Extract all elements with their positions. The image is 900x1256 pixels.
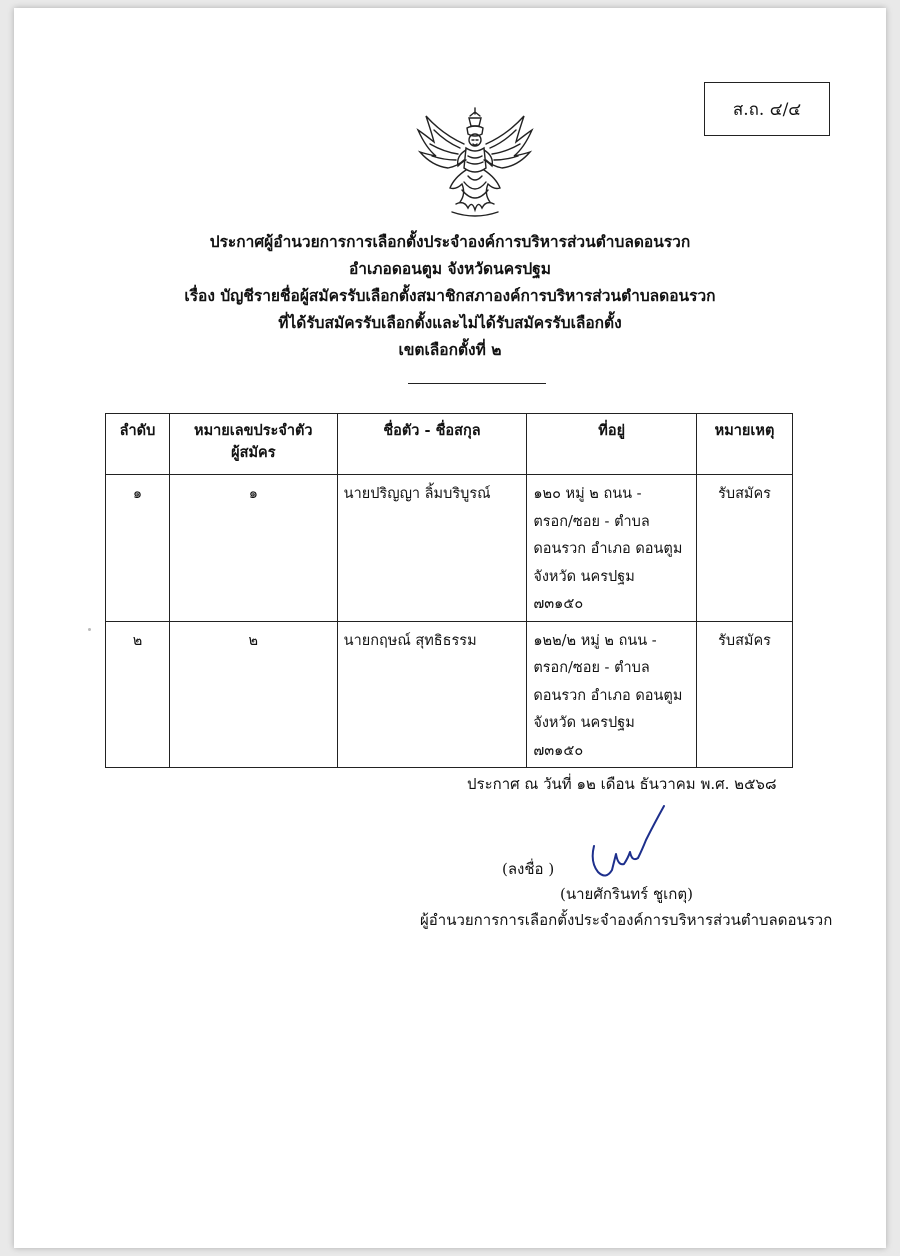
table-header-row [106,414,793,475]
cell-order: ๑ [106,475,170,622]
cell-order: ๒ [106,621,170,768]
header-address: ที่อยู่ [527,414,697,475]
garuda-emblem-icon [412,104,538,222]
announcement-heading [0,228,900,363]
form-code: ส.ถ. ๔/๔ [732,99,802,120]
heading-line-5: เขตเลือกตั้งที่ ๒ [398,340,502,359]
cell-number: ๒ [169,621,337,768]
form-code-box [704,82,830,136]
announcement-date: ประกาศ ณ วันที่ ๑๒ เดือน ธันวาคม พ.ศ. ๒๕๖๘ [467,775,777,793]
header-number [169,414,337,475]
sign-label: (ลงชื่อ ) [502,860,555,878]
heading-line-1: ประกาศผู้อำนวยการการเลือกตั้งประจำองค์การบริหารส่วนตำบลดอนรวก [209,232,691,251]
handwritten-signature [580,800,670,880]
header-name: ชื่อตัว - ชื่อสกุล [337,414,527,475]
address-line: ๑๒๐ หมู่ ๒ ถนน - [533,486,642,502]
cell-remark: รับสมัคร [697,621,793,768]
heading-line-4: ที่ได้รับสมัครรับเลือกตั้งและไม่ได้รับสมัครรับเลือกตั้ง [278,313,622,332]
header-remark: หมายเหตุ [697,414,793,475]
address-line: ตรอก/ซอย - ตำบล [533,513,650,530]
heading-line-2: อำเภอดอนตูม จังหวัดนครปฐม [348,259,552,278]
signer-title: ผู้อำนวยการการเลือกตั้งประจำองค์การบริหารส่วนตำบลดอนรวก [420,911,833,929]
heading-line-3: เรื่อง บัญชีรายชื่อผู้สมัครรับเลือกตั้งสมาชิกสภาองค์การบริหารส่วนตำบลดอนรวก [184,286,716,305]
cell-remark: รับสมัคร [697,475,793,622]
cell-name: นายกฤษณ์ สุทธิธรรม [337,621,527,768]
table-row [106,475,793,622]
page-speck [88,628,91,631]
cell-address [527,621,697,768]
cell-number: ๑ [169,475,337,622]
heading-divider [408,383,546,384]
address-line: ๑๒๒/๒ หมู่ ๒ ถนน - [533,632,657,649]
address-line: ๗๓๑๕๐ [533,742,584,759]
header-number-line-1: หมายเลขประจำตัว [194,422,313,439]
address-line: จังหวัด นครปฐม [533,715,635,731]
cell-address [527,475,697,622]
address-line: จังหวัด นครปฐม [533,568,635,585]
address-line: ดอนรวก อำเภอ ดอนตูม [533,541,683,557]
address-line: ๗๓๑๕๐ [533,596,584,612]
header-order: ลำดับ [106,414,170,475]
cell-name: นายปริญญา ลิ้มบริบูรณ์ [337,475,527,622]
signer-name: (นายศักรินทร์ ชูเกตุ) [560,885,693,903]
candidate-table [105,413,793,768]
table-row [106,621,793,768]
address-line: ดอนรวก อำเภอ ดอนตูม [533,687,683,704]
address-line: ตรอก/ซอย - ตำบล [533,660,650,676]
header-number-line-2: ผู้สมัคร [231,444,276,461]
